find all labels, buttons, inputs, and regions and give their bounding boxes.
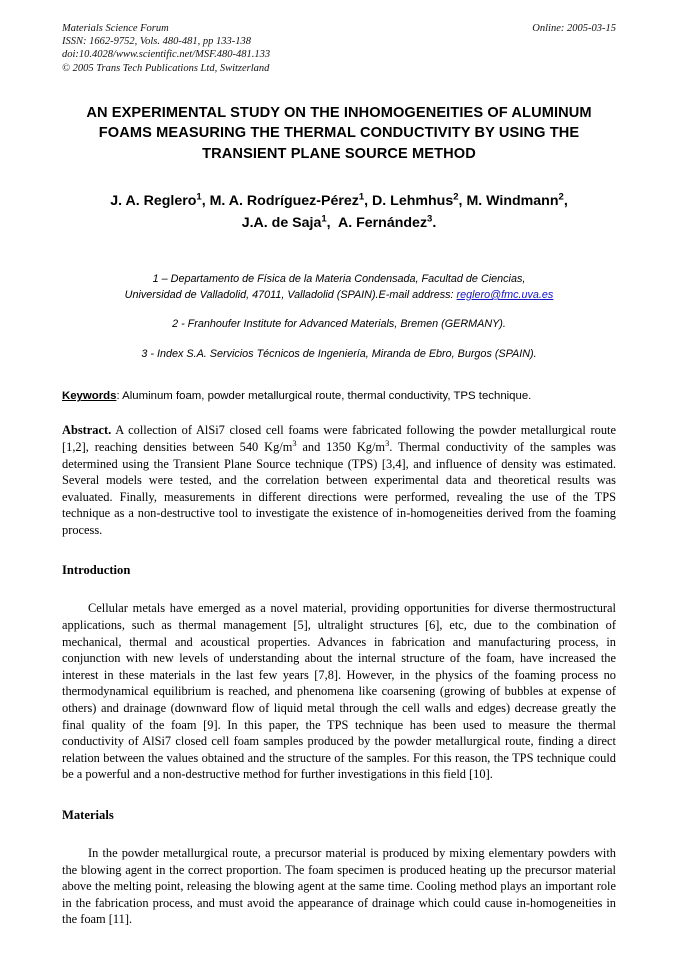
journal-issn-line: ISSN: 1662-9752, Vols. 480-481, pp 133-138: [62, 36, 251, 48]
abstract-superscript-2: 3: [385, 438, 390, 448]
author-separator: ,: [201, 193, 210, 210]
affiliation-list: [62, 272, 616, 362]
author-separator: ,: [563, 193, 568, 210]
abstract-label: Abstract.: [62, 423, 112, 438]
affiliation-line: 2 - Franhoufer Institute for Advanced Materials, Bremen (GERMANY).: [172, 318, 506, 331]
affiliation-block: [62, 272, 616, 303]
author-list: [62, 190, 616, 234]
author-separator: ,: [364, 193, 373, 210]
page-title: AN EXPERIMENTAL STUDY ON THE INHOMOGENEITIES OF ALUMINUM FOAMS MEASURING THE THERMAL CONDUCTIVITY BY USING THE TRANSIENT PLANE SOURCE METHOD: [86, 104, 592, 162]
author-name: J. A. Reglero: [110, 193, 197, 210]
author-line-1: [62, 190, 616, 212]
keywords-separator: :: [116, 390, 123, 403]
journal-header-left: [62, 22, 482, 75]
abstract-part-2: and 1350 Kg/m: [296, 439, 386, 454]
author-name: M. Windmann: [466, 193, 559, 210]
author-line-2: [62, 212, 616, 234]
abstract-part-3: . Thermal conductivity of the samples was determined using the Transient Plane Source technique (TPS) [3,4], and influence of density was estimated. Several models were tested, and the correlation between experimental data and theoretical results was evaluated. Finally, measurements in different directions were performed, revealing the use of the TPS technique as a non-destructive tool to investigate the existence of in-homogeneities derived from the foaming process.: [62, 439, 616, 537]
author-affiliation-marker: 1: [196, 191, 202, 203]
keywords-line: [62, 388, 616, 404]
author-name: A. Fernández: [337, 215, 428, 232]
keywords-text: Aluminum foam, powder metallurgical route, thermal conductivity, TPS technique.: [122, 390, 532, 403]
journal-name: Materials Science Forum: [62, 23, 169, 34]
section-heading-introduction: Introduction: [62, 563, 131, 578]
journal-doi-line: doi:10.4028/www.scientific.net/MSF.480-481.133: [62, 49, 271, 61]
online-date: Online: 2005-03-15: [532, 23, 616, 34]
author-affiliation-marker: 1: [321, 213, 327, 225]
section-paragraph-introduction: Cellular metals have emerged as a novel material, providing opportunities for diverse thermostructural applications, such as thermal management [5], ultralight structures [6], etc, due to the combination of mechanical, thermal and acoustical properties. Advances in fabrication and manufacturing process, in conjunction with new levels of understanding about the internal structure of the foam, have increased the interest in these materials in the last few years [7,8]. However, in the physics of the foaming process no thermodynamical equilibrium is reached, and phenomena like coarsening (growing of bubbles at expense of others) and drainage (downward flow of liquid metal through the cell walls and edges) decrease greatly the final quality of the foam [9]. In this paper, the TPS technique has been used to measure the thermal conductivity of AlSi7 closed cell foam samples produced by the powder metallurgical route, finding a direct relation between the values obtained and the structure of the samples. For this reason, the TPS technique could be a powerful and a non-destructive method for further investigations in this field [10].: [62, 601, 616, 782]
author-affiliation-marker: 3: [427, 213, 433, 225]
affiliation-line: 3 - Index S.A. Servicios Técnicos de Ingeniería, Miranda de Ebro, Burgos (SPAIN).: [141, 347, 537, 360]
affiliation-line: 1 – Departamento de Física de la Materia Condensada, Facultad de Ciencias,: [152, 273, 526, 286]
section-paragraph-materials: In the powder metallurgical route, a precursor material is produced by mixing elementary powders with the blowing agent in the correct proportion. The foam specimen is produced heating up the precursor material above the melting point, releasing the blowing agent at the same time. Cooling method plays an important role in the fabrication process, and must avoid the appearance of drainage which could cause in-homogeneities in the foam [11].: [62, 846, 616, 927]
affiliation-line: Universidad de Valladolid, 47011, Valladolid (SPAIN).E-mail address: reglero@fmc.uva.es: [124, 288, 554, 301]
author-affiliation-marker: 2: [453, 191, 459, 203]
keywords-label: Keywords: [62, 390, 117, 403]
author-name: D. Lehmhus: [372, 193, 454, 210]
journal-header: [62, 22, 616, 75]
section-introduction: [62, 562, 616, 783]
author-affiliation-marker: 1: [358, 191, 365, 203]
section-heading-materials: Materials: [62, 808, 114, 822]
journal-copyright-line: © 2005 Trans Tech Publications Ltd, Switzerland: [62, 62, 270, 74]
section-materials: [62, 807, 616, 928]
author-separator: .: [432, 215, 437, 232]
affiliation-block: [62, 347, 616, 363]
author-affiliation-marker: 2: [558, 191, 564, 203]
affiliation-block: [62, 317, 616, 333]
abstract-paragraph: [62, 422, 616, 538]
abstract-superscript-1: 3: [292, 438, 297, 448]
author-name: J.A. de Saja: [241, 215, 322, 232]
abstract-part-1: A collection of AlSi7 closed cell foams were fabricated following the powder metallurgical route [1,2], reaching densities between 540 Kg/m: [62, 423, 616, 454]
author-separator: ,: [458, 193, 467, 210]
author-separator: ,: [326, 215, 338, 232]
author-name: M. A. Rodríguez-Pérez: [209, 193, 359, 210]
email-link[interactable]: reglero@fmc.uva.es: [456, 288, 554, 301]
